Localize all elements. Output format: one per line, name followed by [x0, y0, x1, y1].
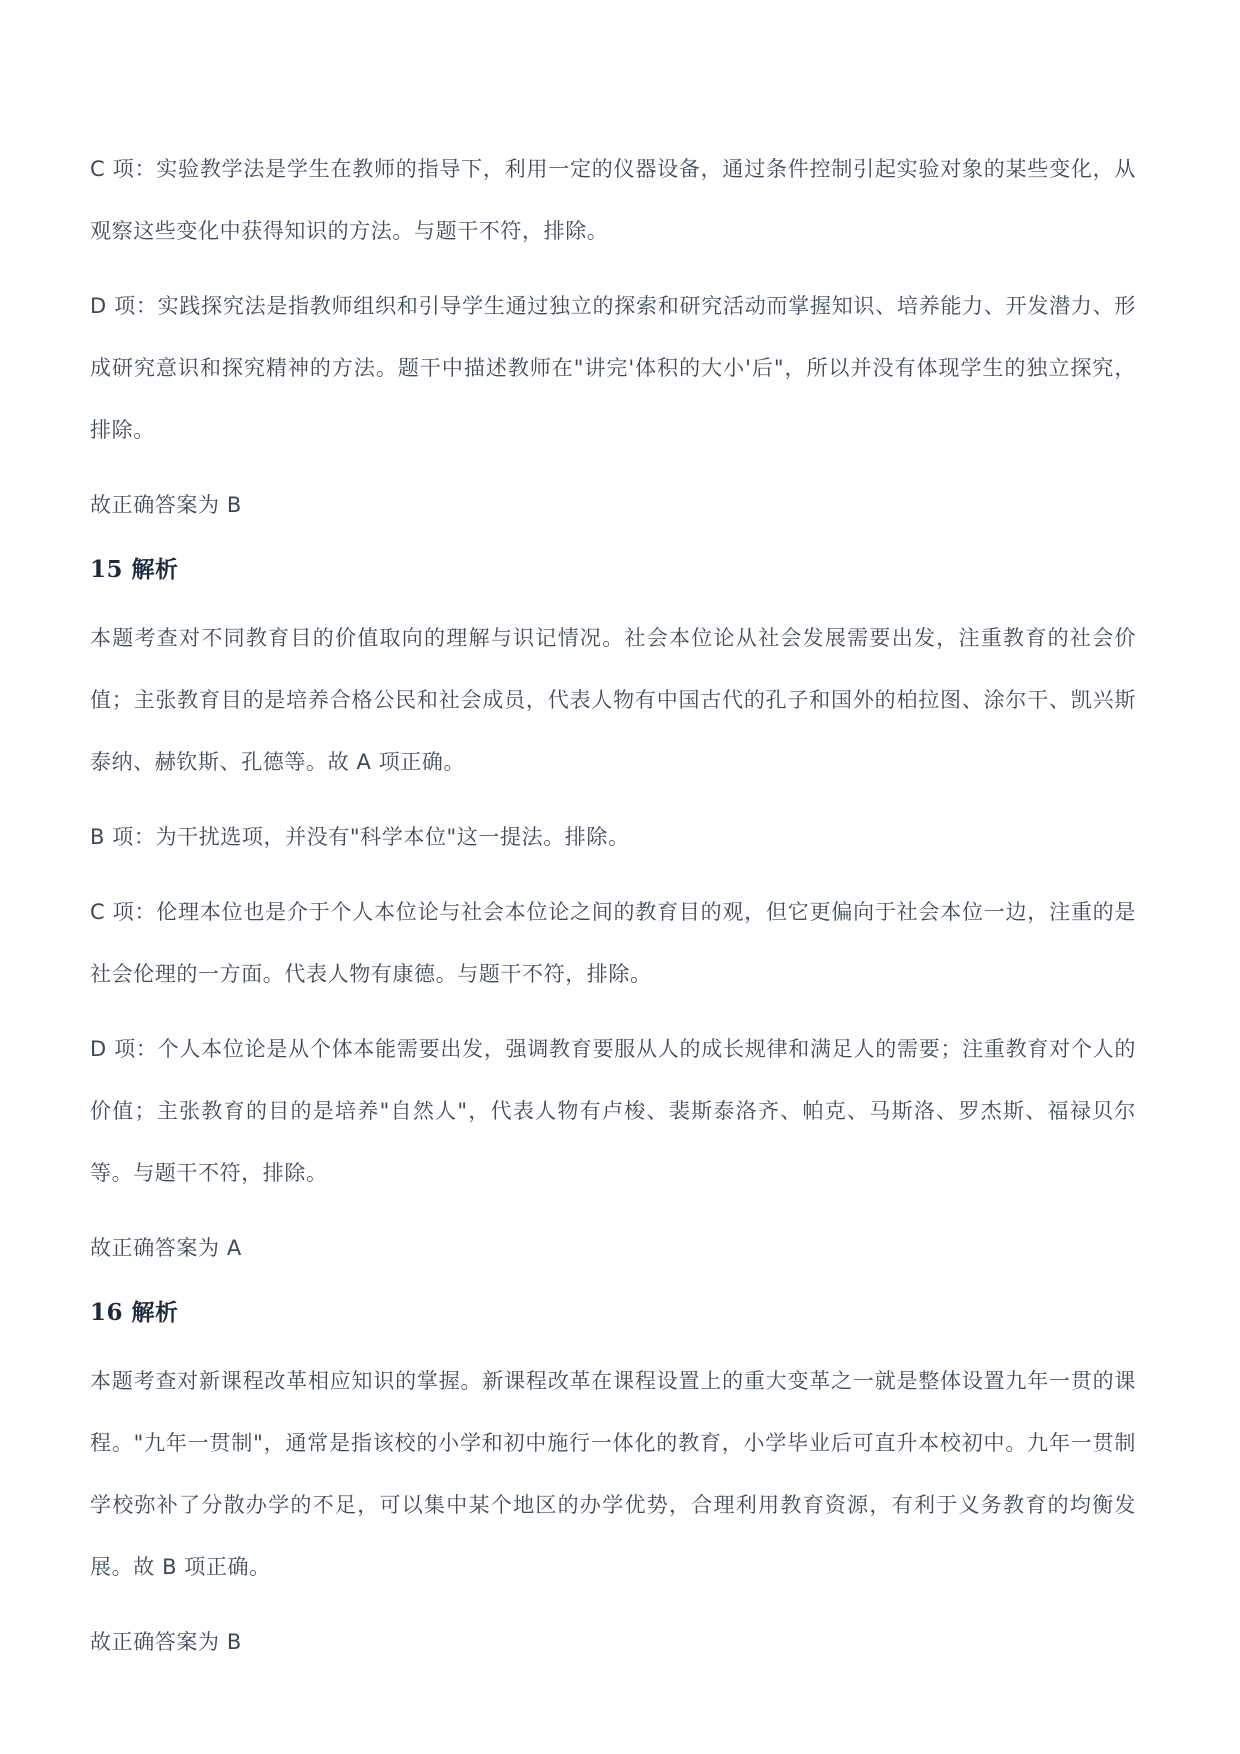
explanation-paragraph: 本题考查对新课程改革相应知识的掌握。新课程改革在课程设置上的重大变革之一就是整体设置九年一贯的课程。"九年一贯制"，通常是指该校的小学和初中施行一体化的教育，小学毕业后可直升本校初中。九年一贯制学校弥补了分散办学的不足，可以集中某个地区的办学优势，合理利用教育资源，有利于义务教育的均衡发展。故 B 项正确。	[90, 1369, 1136, 1579]
explanation-paragraph: 本题考查对不同教育目的价值取向的理解与识记情况。社会本位论从社会发展需要出发，注重教育的社会价值；主张教育目的是培养合格公民和社会成员，代表人物有中国古代的孔子和国外的柏拉图、涂尔干、凯兴斯泰纳、赫钦斯、孔德等。故 A 项正确。	[90, 626, 1136, 774]
heading-label: 解析	[131, 557, 179, 583]
question-number: 16	[90, 1299, 124, 1326]
section-heading	[90, 1292, 1136, 1334]
explanation-paragraph: C 项：实验教学法是学生在教师的指导下，利用一定的仪器设备，通过条件控制引起实验对象的某些变化，从观察这些变化中获得知识的方法。与题干不符，排除。	[90, 157, 1136, 243]
answer-line: 故正确答案为 A	[90, 1236, 242, 1260]
section-heading	[90, 549, 1136, 591]
explanation-paragraph: D 项：实践探究法是指教师组织和引导学生通过独立的探索和研究活动而掌握知识、培养能力、开发潜力、形成研究意识和探究精神的方法。题干中描述教师在"讲完'体积的大小'后"，所以并没有体现学生的独立探究，排除。	[90, 294, 1136, 442]
explanation-paragraph: B 项：为干扰选项，并没有"科学本位"这一提法。排除。	[90, 825, 630, 849]
explanation-paragraph: D 项：个人本位论是从个体本能需要出发，强调教育要服从人的成长规律和满足人的需要；注重教育对个人的价值；主张教育的目的是培养"自然人"，代表人物有卢梭、裴斯泰洛齐、帕克、马斯洛、罗杰斯、福禄贝尔等。与题干不符，排除。	[90, 1037, 1136, 1185]
document-body	[90, 138, 1136, 1673]
heading-label: 解析	[131, 1300, 179, 1326]
question-number: 15	[90, 556, 124, 583]
answer-line: 故正确答案为 B	[90, 493, 242, 517]
explanation-paragraph: C 项：伦理本位也是介于个人本位论与社会本位论之间的教育目的观，但它更偏向于社会本位一边，注重的是社会伦理的一方面。代表人物有康德。与题干不符，排除。	[90, 900, 1136, 986]
answer-line: 故正确答案为 B	[90, 1630, 242, 1654]
